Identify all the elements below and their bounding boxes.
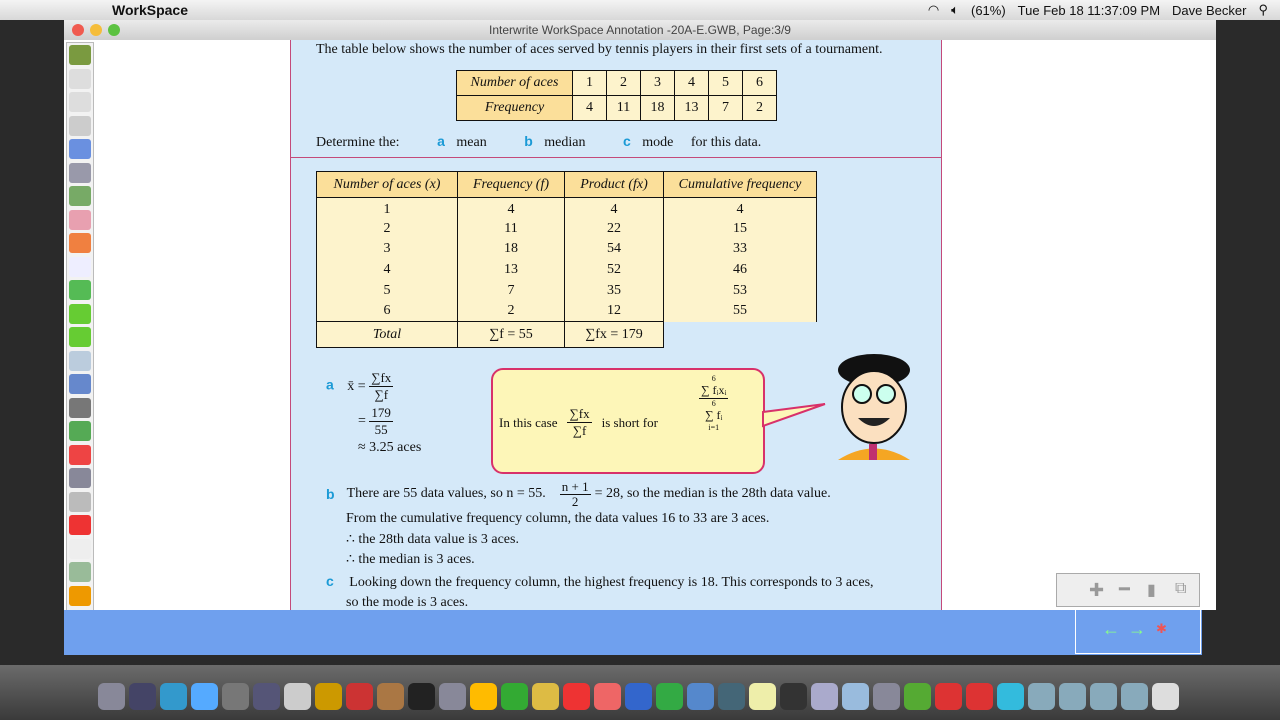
table-row	[317, 280, 817, 301]
dock-app-icon[interactable]	[687, 683, 714, 710]
next-page-arrow-icon[interactable]: →	[1128, 619, 1146, 639]
dock-app-icon[interactable]	[191, 683, 218, 710]
numerator: ∑fx	[371, 370, 392, 385]
text: =	[358, 413, 366, 429]
dock-app-icon[interactable]	[811, 683, 838, 710]
divider	[291, 157, 941, 158]
cell: 1	[573, 71, 607, 96]
camera-icon[interactable]	[69, 398, 91, 418]
text-recognition-icon[interactable]	[69, 280, 91, 300]
user-icon[interactable]	[69, 586, 91, 606]
cell: 33	[664, 239, 817, 260]
select-arrow-icon[interactable]	[69, 139, 91, 159]
table-row	[317, 218, 817, 239]
measure-icon[interactable]	[69, 468, 91, 488]
compass-icon[interactable]	[69, 492, 91, 512]
cell: 2	[607, 71, 641, 96]
dock-app-icon[interactable]	[315, 683, 342, 710]
previous-page-arrow-icon[interactable]: ←	[1102, 619, 1120, 639]
dock-app-icon[interactable]	[997, 683, 1024, 710]
dock-app-icon[interactable]	[935, 683, 962, 710]
denominator: ∑f	[374, 387, 389, 402]
equation-icon[interactable]	[69, 539, 91, 559]
spotlight-tool-icon[interactable]	[69, 421, 91, 441]
zoom-in-icon[interactable]: ✚	[1089, 580, 1105, 600]
dock-app-icon[interactable]	[160, 683, 187, 710]
pen-icon[interactable]	[69, 163, 91, 183]
cell: 1	[317, 198, 458, 219]
label-a: a	[437, 133, 445, 149]
eraser-icon[interactable]	[69, 210, 91, 230]
wifi-icon[interactable]: ◠	[927, 2, 940, 17]
table-row	[317, 301, 817, 322]
dock-app-icon[interactable]	[346, 683, 373, 710]
denominator: ∑ fᵢ	[704, 408, 723, 422]
determine-line	[316, 133, 761, 151]
label-c: c	[326, 572, 334, 589]
text: x̄ =	[347, 378, 366, 394]
dock-app-icon[interactable]	[222, 683, 249, 710]
cell: 15	[664, 218, 817, 239]
cell: 54	[565, 239, 664, 260]
label-c: c	[622, 133, 631, 149]
table-row	[317, 239, 817, 260]
dock-app-icon[interactable]	[842, 683, 869, 710]
dock-app-icon[interactable]	[501, 683, 528, 710]
cell: 4	[573, 96, 607, 121]
total-f: ∑f = 55	[458, 322, 565, 348]
cell: 7	[458, 280, 565, 301]
dock-app-icon[interactable]	[408, 683, 435, 710]
cell: 6	[743, 71, 777, 96]
cell: 3	[641, 71, 675, 96]
text: mean	[456, 135, 487, 150]
header-cell: Cumulative frequency	[664, 172, 817, 198]
text: From the cumulative frequency column, the data values 16 to 33 are 3 aces.	[346, 511, 770, 526]
dock-app-icon[interactable]	[873, 683, 900, 710]
cell: 11	[607, 96, 641, 121]
save-icon[interactable]	[69, 374, 91, 394]
dock-app-icon[interactable]	[966, 683, 993, 710]
cell: 55	[664, 301, 817, 322]
volume-icon[interactable]: 🔈︎	[951, 2, 959, 17]
cell: 3	[317, 239, 458, 260]
page-sorter-icon[interactable]	[69, 351, 91, 371]
text: ∴ the median is 3 aces.	[346, 552, 475, 567]
aces-frequency-table	[456, 70, 777, 121]
dock-app-icon[interactable]	[129, 683, 156, 710]
speech-bubble	[491, 368, 765, 474]
fraction	[567, 406, 591, 439]
cell: 7	[709, 96, 743, 121]
numerator: ∑ fᵢxᵢ	[701, 383, 727, 397]
numerator: n + 1	[561, 479, 589, 494]
denominator: 55	[374, 422, 388, 437]
highlighter-icon[interactable]	[69, 186, 91, 206]
dock-app-icon[interactable]	[377, 683, 404, 710]
numerator: ∑fx	[569, 406, 590, 421]
part-b	[326, 480, 936, 614]
label-a: a	[326, 376, 334, 393]
cell: 46	[664, 260, 817, 281]
dock-app-icon[interactable]	[98, 683, 125, 710]
dock-app-icon[interactable]	[1121, 683, 1148, 710]
minimize-window-button[interactable]	[90, 24, 102, 36]
dock-app-icon[interactable]	[532, 683, 559, 710]
fraction	[560, 480, 591, 509]
numerator: 179	[371, 405, 391, 420]
dock-app-icon[interactable]	[625, 683, 652, 710]
text: ∴ the 28th data value is 3 aces.	[346, 531, 519, 547]
clear-icon[interactable]	[69, 233, 91, 253]
copy-page-icon[interactable]: ⧉	[1175, 580, 1187, 597]
text: mode	[642, 135, 674, 150]
text: = 28, so the median is the 28th data value.	[594, 486, 831, 502]
text: median	[544, 135, 586, 150]
new-page-icon[interactable]	[69, 257, 91, 277]
user-menu[interactable]: Dave Becker	[1172, 2, 1247, 18]
menu-tool-icon[interactable]	[69, 45, 91, 65]
close-window-button[interactable]	[72, 24, 84, 36]
dock-app-icon[interactable]	[253, 683, 280, 710]
limit: 6	[711, 374, 716, 383]
cell: 13	[458, 260, 565, 281]
dock-app-icon[interactable]	[563, 683, 590, 710]
dock-app-icon[interactable]	[1090, 683, 1117, 710]
tool-palette	[66, 42, 94, 630]
zoom-out-icon[interactable]: ━	[1119, 579, 1130, 599]
dock-app-icon[interactable]	[1028, 683, 1055, 710]
label-b: b	[524, 133, 533, 149]
dock-app-icon[interactable]	[284, 683, 311, 710]
bubble-tail	[761, 402, 827, 432]
cell: 35	[565, 280, 664, 301]
dock-app-icon[interactable]	[470, 683, 497, 710]
frequency-table	[316, 171, 817, 348]
app-menu[interactable]: WorkSpace	[112, 2, 188, 18]
mouse-icon[interactable]	[69, 116, 91, 136]
part-a	[326, 370, 421, 456]
cell: 4	[317, 260, 458, 281]
cell: 6	[317, 301, 458, 322]
denominator: 2	[571, 494, 579, 509]
intro-text: The table below shows the number of aces served by tennis players in their first sets of a tournament.	[316, 42, 883, 57]
cell: 2	[317, 218, 458, 239]
cell: 18	[641, 96, 675, 121]
tools-icon[interactable]: ✱	[1156, 621, 1167, 636]
fraction	[369, 405, 393, 438]
page-controls	[1056, 573, 1200, 607]
cell: 4	[565, 198, 664, 219]
delete-page-icon[interactable]: ▮	[1147, 582, 1156, 599]
next-page-icon[interactable]	[69, 327, 91, 347]
dock-app-icon[interactable]	[1059, 683, 1086, 710]
link-icon[interactable]	[69, 562, 91, 582]
cell: 22	[565, 218, 664, 239]
pi-math-icon[interactable]	[69, 515, 91, 535]
row-label: Frequency	[457, 96, 573, 121]
menu-bar	[0, 0, 1280, 20]
cell: 12	[565, 301, 664, 322]
total-fx: ∑fx = 179	[565, 322, 664, 348]
clock[interactable]: Tue Feb 18 11:37:09 PM	[1017, 2, 1161, 18]
limit: 6	[711, 399, 716, 408]
text: There are 55 data values, so n = 55.	[346, 486, 546, 502]
header-cell: Frequency (f)	[458, 172, 565, 198]
limit: i=1	[708, 423, 720, 432]
cell: 18	[458, 239, 565, 260]
dock-app-icon[interactable]	[904, 683, 931, 710]
page-navigation	[1075, 609, 1201, 654]
bottom-toolbar	[64, 610, 1202, 655]
table-row	[317, 260, 817, 281]
dock-app-icon[interactable]	[1152, 683, 1179, 710]
denominator: ∑f	[572, 423, 587, 438]
header-cell: Product (fx)	[565, 172, 664, 198]
mean-result: ≈ 3.25 aces	[358, 440, 422, 455]
dock-app-icon[interactable]	[749, 683, 776, 710]
cell: 4	[664, 198, 817, 219]
header-cell: Number of aces (x)	[317, 172, 458, 198]
dock-app-icon[interactable]	[718, 683, 745, 710]
spotlight-search-icon[interactable]: ⚲	[1258, 2, 1268, 17]
text: so the mode is 3 aces.	[346, 595, 469, 610]
window-title: Interwrite WorkSpace Annotation -20A-E.GWB, Page:3/9	[489, 23, 791, 37]
battery-status[interactable]: (61%)	[970, 2, 1006, 18]
cell: 13	[675, 96, 709, 121]
sigma-fraction	[699, 374, 728, 432]
text: for this data.	[690, 135, 762, 150]
row-label: Number of aces	[457, 71, 573, 96]
cell: 11	[458, 218, 565, 239]
window-title-bar	[64, 20, 1216, 40]
previous-page-icon[interactable]	[69, 304, 91, 324]
text: is short for	[601, 414, 658, 430]
document-page	[290, 40, 942, 610]
cell: 4	[675, 71, 709, 96]
fraction	[369, 370, 393, 403]
cell: 5	[317, 280, 458, 301]
table-row	[317, 198, 817, 219]
cell: 2	[458, 301, 565, 322]
dock-app-icon[interactable]	[780, 683, 807, 710]
cell: 5	[709, 71, 743, 96]
page-down-icon[interactable]	[69, 92, 91, 112]
dock-app-icon[interactable]	[439, 683, 466, 710]
total-label: Total	[317, 322, 458, 348]
label-b: b	[326, 486, 335, 503]
text: Looking down the frequency column, the highest frequency is 18. This corresponds to 3 aces,	[349, 574, 874, 590]
page-up-icon[interactable]	[69, 69, 91, 89]
text: Determine the:	[316, 135, 400, 150]
cell: 52	[565, 260, 664, 281]
cell: 2	[743, 96, 777, 121]
cell: 53	[664, 280, 817, 301]
zoom-window-button[interactable]	[108, 24, 120, 36]
cell: 4	[458, 198, 565, 219]
dock	[0, 665, 1280, 720]
dock-app-icon[interactable]	[656, 683, 683, 710]
close-tool-icon[interactable]	[69, 445, 91, 465]
cartoon-teacher-image	[834, 352, 914, 462]
text: In this case	[499, 414, 558, 430]
dock-app-icon[interactable]	[594, 683, 621, 710]
